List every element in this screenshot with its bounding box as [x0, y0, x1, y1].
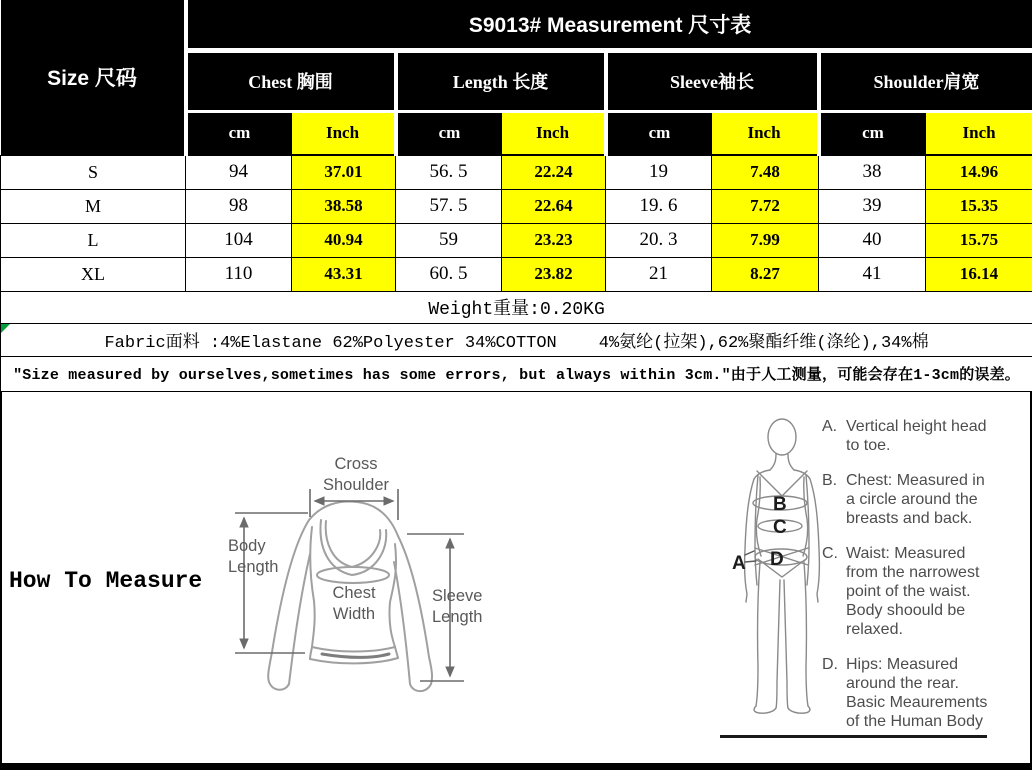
cell-sleeve-inch: 8.27: [712, 257, 819, 291]
instruction-key: B.: [822, 471, 838, 489]
cell-chest-inch: 37.01: [292, 155, 396, 189]
instruction-key: A.: [822, 417, 838, 435]
fabric-text-cn: 4%氨纶(拉架),62%聚酯纤维(涤纶),34%棉: [598, 333, 929, 353]
group-header-chest: Chest 胸围: [186, 50, 396, 111]
cell-shoulder-cm: 40: [819, 223, 926, 257]
how-to-measure-section: [0, 392, 1032, 763]
group-header-sleeve: Sleeve袖长: [606, 50, 819, 111]
group-header-length: Length 长度: [396, 50, 606, 111]
weight-text: Weight重量:0.20KG: [1, 291, 1032, 323]
fabric-text-en: Fabric面料 :4%Elastane 62%Polyester 34%COTTON: [104, 333, 557, 353]
cell-length-cm: 56. 5: [396, 155, 502, 189]
table-row-m: [1, 189, 1032, 223]
cell-shoulder-inch: 14.96: [926, 155, 1032, 189]
bottom-black-bar: [0, 763, 1032, 770]
how-to-measure-heading: How To Measure: [9, 567, 203, 594]
fabric-cell: [1, 323, 1032, 356]
cell-shoulder-inch: 16.14: [926, 257, 1032, 291]
group-header-shoulder: Shoulder肩宽: [819, 50, 1032, 111]
unit-cell-length-cm: cm: [396, 111, 502, 155]
unit-cell-length-inch: Inch: [502, 111, 606, 155]
cell-length-inch: 22.24: [502, 155, 606, 189]
cell-shoulder-inch: 15.35: [926, 189, 1032, 223]
cell-shoulder-cm: 41: [819, 257, 926, 291]
instruction-item-b: [822, 471, 994, 528]
cell-chest-cm: 94: [186, 155, 292, 189]
cell-sleeve-inch: 7.99: [712, 223, 819, 257]
instruction-item-c: [822, 544, 994, 639]
cell-length-cm: 59: [396, 223, 502, 257]
cell-sleeve-inch: 7.48: [712, 155, 819, 189]
instruction-text: Vertical height head to toe.: [846, 417, 987, 454]
cell-length-cm: 60. 5: [396, 257, 502, 291]
cell-chest-inch: 38.58: [292, 189, 396, 223]
cell-chest-inch: 40.94: [292, 223, 396, 257]
cell-shoulder-inch: 15.75: [926, 223, 1032, 257]
cell-chest-cm: 104: [186, 223, 292, 257]
unit-cell-shoulder-inch: Inch: [926, 111, 1032, 155]
cell-shoulder-cm: 38: [819, 155, 926, 189]
cell-size: M: [1, 189, 186, 223]
cell-corner-marker: [1, 324, 10, 333]
disclaimer-text: ″Size measured by ourselves,sometimes has some errors, but always within 3cm.″由于人工测量，可能会存在1-3cm的误差。: [1, 356, 1032, 391]
cell-size: L: [1, 223, 186, 257]
label-sleeve-length: Sleeve Length: [432, 586, 483, 626]
instruction-item-a: [822, 417, 994, 455]
cell-sleeve-cm: 20. 3: [606, 223, 712, 257]
cell-size: XL: [1, 257, 186, 291]
weight-row: [1, 291, 1032, 323]
chart-title: S9013# Measurement 尺寸表: [186, 0, 1032, 50]
cell-chest-cm: 110: [186, 257, 292, 291]
label-cross-shoulder: Cross Shoulder: [322, 454, 390, 494]
cell-length-cm: 57. 5: [396, 189, 502, 223]
unit-cell-chest-cm: cm: [186, 111, 292, 155]
cell-sleeve-cm: 21: [606, 257, 712, 291]
fabric-row: [1, 323, 1032, 356]
cell-sleeve-inch: 7.72: [712, 189, 819, 223]
label-body-length: Body Length: [228, 536, 279, 576]
instruction-key: D.: [822, 655, 838, 673]
cell-length-inch: 23.82: [502, 257, 606, 291]
instruction-text: Hips: Measured around the rear. Basic Meaurements of the Human Body: [846, 655, 988, 730]
table-row-l: [1, 223, 1032, 257]
instruction-text: Waist: Measured from the narrowest point of the waist. Body shoould be relaxed.: [846, 544, 980, 638]
figure-letter-b: B: [773, 493, 787, 515]
figure-letter-c: C: [773, 516, 787, 538]
table-row-xl: [1, 257, 1032, 291]
cell-chest-cm: 98: [186, 189, 292, 223]
title-row: [1, 0, 1032, 50]
unit-cell-chest-inch: Inch: [292, 111, 396, 155]
instruction-text: Chest: Measured in a circle around the breasts and back.: [846, 471, 985, 527]
cell-length-inch: 22.64: [502, 189, 606, 223]
measure-instructions: [822, 417, 994, 747]
cell-size: S: [1, 155, 186, 189]
cell-sleeve-cm: 19: [606, 155, 712, 189]
size-header-cell: Size 尺码: [1, 0, 186, 155]
fabric-text: [1, 327, 1032, 353]
divider-line: [720, 735, 987, 738]
cell-chest-inch: 43.31: [292, 257, 396, 291]
figure-letter-a: A: [732, 552, 746, 574]
cell-shoulder-cm: 39: [819, 189, 926, 223]
cell-length-inch: 23.23: [502, 223, 606, 257]
instruction-key: C.: [822, 544, 838, 562]
label-chest-width: Chest Width: [332, 583, 376, 623]
body-figure: [730, 409, 830, 739]
cell-sleeve-cm: 19. 6: [606, 189, 712, 223]
unit-cell-sleeve-cm: cm: [606, 111, 712, 155]
unit-cell-shoulder-cm: cm: [819, 111, 926, 155]
disclaimer-row: [1, 356, 1032, 391]
table-row-s: [1, 155, 1032, 189]
instruction-item-d: [822, 655, 994, 731]
unit-cell-sleeve-inch: Inch: [712, 111, 819, 155]
figure-letter-d: D: [770, 548, 784, 570]
